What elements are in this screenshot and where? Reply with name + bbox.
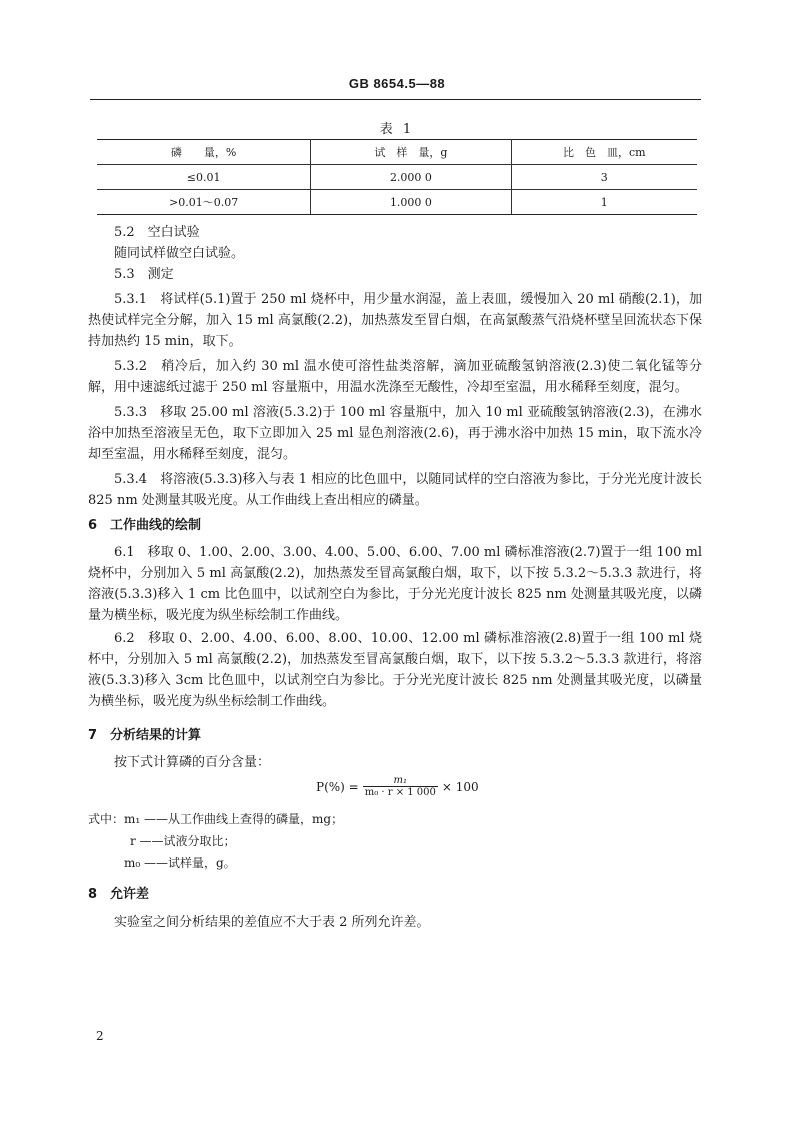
- formula-variables: [88, 808, 702, 874]
- section-6-heading: 6 工作曲线的绘制: [88, 518, 202, 533]
- page-number: 2: [96, 1029, 104, 1043]
- formula-rhs: × 100: [441, 779, 479, 794]
- section-5-3-body: [88, 289, 702, 511]
- where-m0: m₀ ——试样量，g。: [124, 856, 236, 870]
- para-5-3-4: 5.3.4 将溶液(5.3.3)移入与表 1 相应的比色皿中，以随同试样的空白溶液为参比，于分光光度计波长 825 nm 处测量其吸光度。从工作曲线上查出相应的磷量。: [88, 472, 702, 508]
- formula-denominator: m₀ · r × 1 000: [364, 787, 436, 798]
- formula-lhs: P(%) =: [316, 779, 359, 794]
- table-cell: 1.000 0: [311, 190, 511, 215]
- section-6-body: [88, 542, 702, 712]
- table-row: [97, 165, 697, 190]
- para-5-3-1: 5.3.1 将试样(5.1)置于 250 ml 烧杯中，用少量水润湿，盖上表皿，缓慢加入 20 ml 硝酸(2.1)，加热使试样完全分解，加入 15 ml 高氯酸(2.2)，加热蒸发至冒白烟，在高氯酸蒸气沿烧杯壁呈回流状态下保持加热约 15 min，取下。: [88, 292, 702, 349]
- table1-caption: 表 1: [379, 122, 415, 137]
- table-cell: ≤0.01: [97, 165, 311, 190]
- section-7-intro: 按下式计算磷的百分含量：: [114, 755, 271, 770]
- section-8-body: [88, 912, 702, 933]
- where-r: r ——试液分取比；: [130, 834, 236, 848]
- formula-numerator: m₁: [393, 775, 408, 786]
- section-5-2: [88, 222, 702, 285]
- para-6-1: 6.1 移取 0、1.00、2.00、3.00、4.00、5.00、6.00、7.00 ml 磷标准溶液(2.7)置于一组 100 ml 烧杯中，分别加入 5 ml 高氯酸(2.2)，加热蒸发至冒高氯酸白烟，取下，以下按 5.3.2～5.3.3 款进行，将溶液(5.3.3)移入 1 cm 比色皿中，以试剂空白为参比，于分光光度计波长 825 nm 处测量其吸光度，以磷量为横坐标，吸光度为纵坐标绘制工作曲线。: [88, 545, 702, 623]
- section-5-2-heading: 5.2 空白试验: [114, 225, 200, 240]
- where-m1-line: [88, 808, 702, 830]
- section-8-text: 实验室之间分析结果的差值应不大于表 2 所列允许差。: [114, 915, 430, 930]
- table-cell: >0.01～0.07: [97, 190, 311, 215]
- header-rule: [90, 99, 701, 100]
- standard-number-header: GB 8654.5—88: [348, 76, 446, 91]
- table1-header-row: [97, 140, 697, 165]
- section-5-2-text: 随同试样做空白试验。: [114, 246, 245, 261]
- where-lead: 式中：: [88, 812, 125, 826]
- section-7-heading: 7 分析结果的计算: [88, 728, 202, 743]
- table-cell: 3: [511, 165, 697, 190]
- table1-header-sample-mass: 试 样 量，g: [311, 140, 511, 165]
- phosphorus-formula: [316, 775, 479, 798]
- section-8-heading: 8 允许差: [88, 887, 150, 902]
- table-cell: 2.000 0: [311, 165, 511, 190]
- section-5-3-heading: 5.3 测定: [114, 267, 174, 282]
- table-cell: 1: [511, 190, 697, 215]
- para-5-3-2: 5.3.2 稍冷后，加入约 30 ml 温水使可溶性盐类溶解，滴加亚硫酸氢钠溶液(2.3)使二氧化锰等分解，用中速滤纸过滤于 250 ml 容量瓶中，用温水洗涤至无酸性，冷却至室温，用水稀释至刻度，混匀。: [88, 359, 702, 395]
- table1-header-cuvette: 比 色 皿，cm: [511, 140, 697, 165]
- para-5-3-3: 5.3.3 移取 25.00 ml 溶液(5.3.2)于 100 ml 容量瓶中，加入 10 ml 亚硫酸氢钠溶液(2.3)，在沸水浴中加热至溶液呈无色，取下立即加入 25 ml 显色剂溶液(2.6)，再于沸水浴中加热 15 min，取下流水冷却至室温，用水稀释至刻度，混匀。: [88, 405, 703, 462]
- table1: [97, 139, 697, 215]
- where-m1: m₁ ——从工作曲线上查得的磷量，mg；: [124, 812, 344, 826]
- table1-header-phosphorus: 磷 量，%: [97, 140, 311, 165]
- table-row: [97, 190, 697, 215]
- section-7-intro-block: [88, 752, 702, 773]
- para-6-2: 6.2 移取 0、2.00、4.00、6.00、8.00、10.00、12.00 ml 磷标准溶液(2.8)置于一组 100 ml 烧杯中，分别加入 5 ml 高氯酸(2.2)，加热蒸发至冒高氯酸白烟，取下，以下按 5.3.2～5.3.3 款进行，将溶液(5.3.3)移入 3cm 比色皿中，以试剂空白为参比。于分光光度计波长 825 nm 处测量其吸光度，以磷量为横坐标，吸光度为纵坐标绘制工作曲线。: [88, 631, 702, 709]
- formula-fraction: [363, 775, 438, 798]
